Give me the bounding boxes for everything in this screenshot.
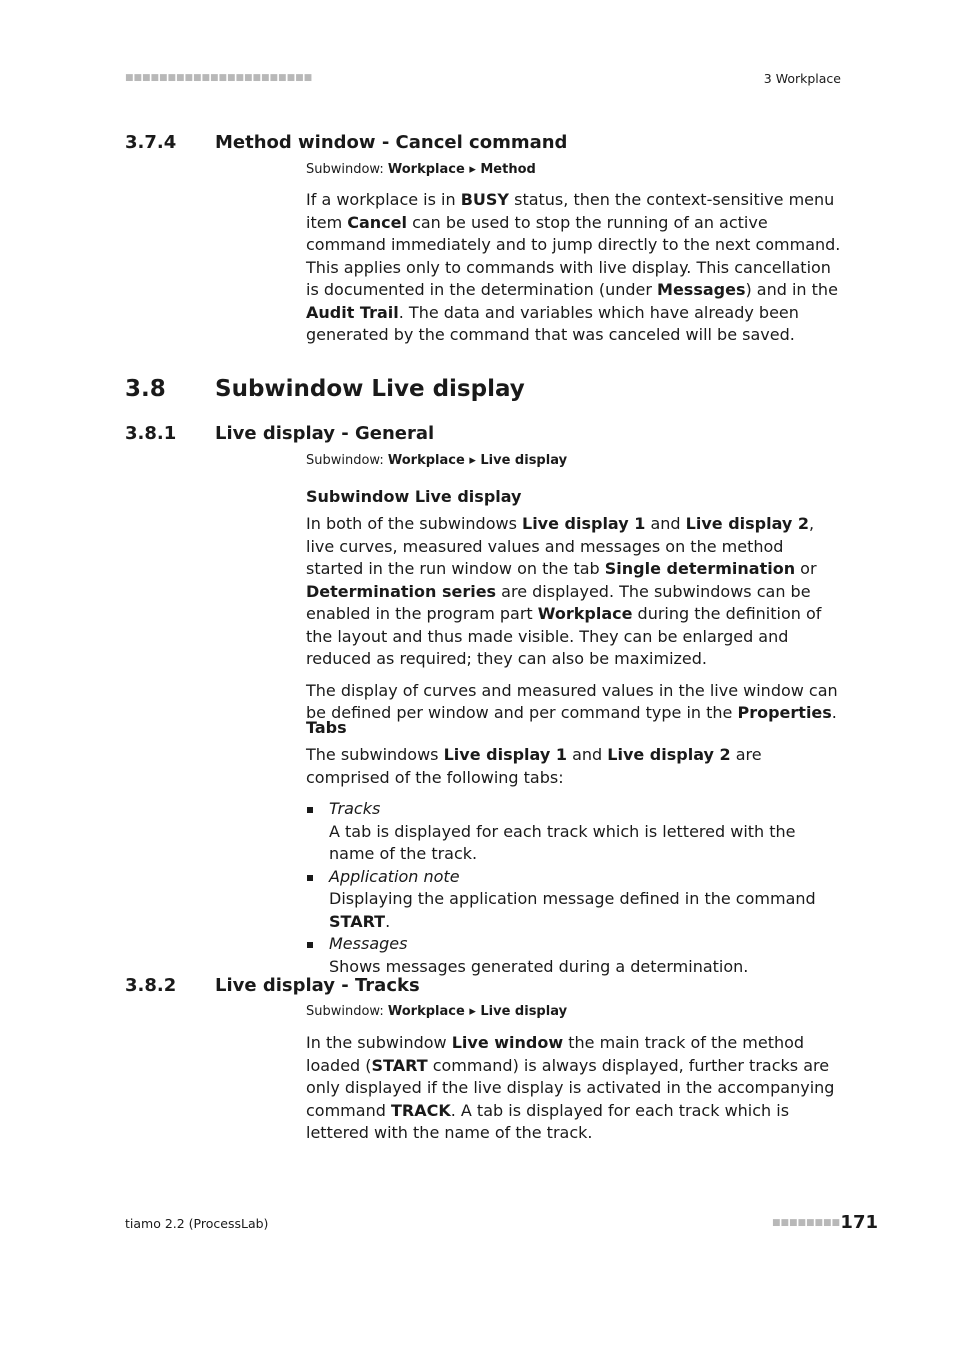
subwindow-path-3-7-4 <box>306 162 536 177</box>
bold-term: Properties <box>737 703 832 722</box>
section-body-3-8-1-a <box>306 513 842 725</box>
bold-term: Live display 1 <box>522 514 646 533</box>
subwindow-path-label: Subwindow: <box>306 162 388 177</box>
section-body-3-8-1-b <box>306 744 842 978</box>
bold-term: Cancel <box>347 212 407 232</box>
bold-term: START <box>371 1055 428 1075</box>
footer-decoration: ■■■■■■■■ <box>772 1218 841 1228</box>
running-header-chapter: 3 Workplace <box>763 71 841 86</box>
paragraph: The display of curves and measured values in the live window can be defined per window and per command type in the Properties. <box>306 680 838 722</box>
bold-term: Live display 2 <box>685 514 810 533</box>
subwindow-path-3-8-2 <box>306 1004 567 1019</box>
bold-term: BUSY <box>460 190 510 209</box>
bold-term: Live display 2 <box>607 745 731 764</box>
subwindow-path-label: Subwindow: <box>306 1004 388 1019</box>
tab-name: Messages <box>329 934 408 953</box>
section-title-3-8-1: Live display - General <box>215 423 435 444</box>
bold-term: Messages <box>657 280 746 299</box>
bold-term: Audit Trail <box>306 302 399 322</box>
subwindow-path-3-8-1 <box>306 453 567 468</box>
footer-product: tiamo 2.2 (ProcessLab) <box>125 1216 269 1231</box>
bold-term: START <box>329 911 386 931</box>
tab-name: Tracks <box>329 799 381 818</box>
subwindow-path-label: Subwindow: <box>306 453 388 468</box>
subheading-subwindow-live-display: Subwindow Live display <box>306 487 522 506</box>
paragraph: The subwindows Live display 1 and Live display 2 are comprised of the following tabs: <box>306 745 762 787</box>
header-decoration: ■■■■■■■■■■■■■■■■■■■■■■ <box>125 73 313 83</box>
list-item <box>306 798 842 866</box>
list-item <box>306 866 842 934</box>
subheading-tabs: Tabs <box>306 718 347 737</box>
tab-description: A tab is displayed for each track which is lettered with the name of the track. <box>329 821 796 863</box>
tab-name: Application note <box>329 866 460 886</box>
paragraph: If a workplace is in BUSY status, then the context-sensitive menu item Cancel can be used to stop the running of an active command immediately and to jump directly to the next command. This applies only to commands with live display. This cancellation is documented in the determination (under Messages) and in the Audit Trail. The data and variables which have already been generated by the command that was canceled will be saved. <box>306 190 841 344</box>
bold-term: TRACK <box>390 1100 451 1120</box>
paragraph: In both of the subwindows Live display 1 and Live display 2, live curves, measured values and messages on the method started in the run window on the tab Single determination or Determination series are displayed. The subwindows can be enabled in the program part Workplace during the definition of the layout and thus made visible. They can be enlarged and reduced as required; they can also be maximized. <box>306 514 822 668</box>
section-number-3-7-4: 3.7.4 <box>125 132 177 153</box>
subwindow-path-value: Workplace ▸ Live display <box>387 453 568 468</box>
section-title-3-7-4: Method window - Cancel command <box>215 132 568 153</box>
bold-term: Live window <box>451 1033 564 1052</box>
subwindow-path-value: Workplace ▸ Method <box>387 162 536 177</box>
section-body-3-8-2 <box>306 1032 842 1145</box>
bold-term: Determination series <box>306 581 497 601</box>
section-number-3-8: 3.8 <box>125 376 166 402</box>
bold-term: Single determination <box>604 559 796 578</box>
section-body-3-7-4 <box>306 189 842 347</box>
subwindow-path-value: Workplace ▸ Live display <box>387 1004 568 1019</box>
section-title-3-8: Subwindow Live display <box>215 376 525 402</box>
tabs-list <box>306 798 842 978</box>
tab-description: Shows messages generated during a determination. <box>329 956 749 976</box>
page-number: 171 <box>840 1212 878 1233</box>
section-number-3-8-1: 3.8.1 <box>125 423 177 444</box>
tab-description: Displaying the application message defined in the command START. <box>329 889 816 931</box>
section-number-3-8-2: 3.8.2 <box>125 975 177 996</box>
bold-term: Workplace <box>537 604 633 623</box>
section-title-3-8-2: Live display - Tracks <box>215 975 420 996</box>
paragraph: In the subwindow Live window the main track of the method loaded (START command) is always displayed, further tracks are only displayed if the live display is activated in the accompanying command TRACK. A tab is displayed for each track which is lettered with the name of the track. <box>306 1033 835 1142</box>
bold-term: Live display 1 <box>443 745 567 764</box>
list-item <box>306 933 842 978</box>
